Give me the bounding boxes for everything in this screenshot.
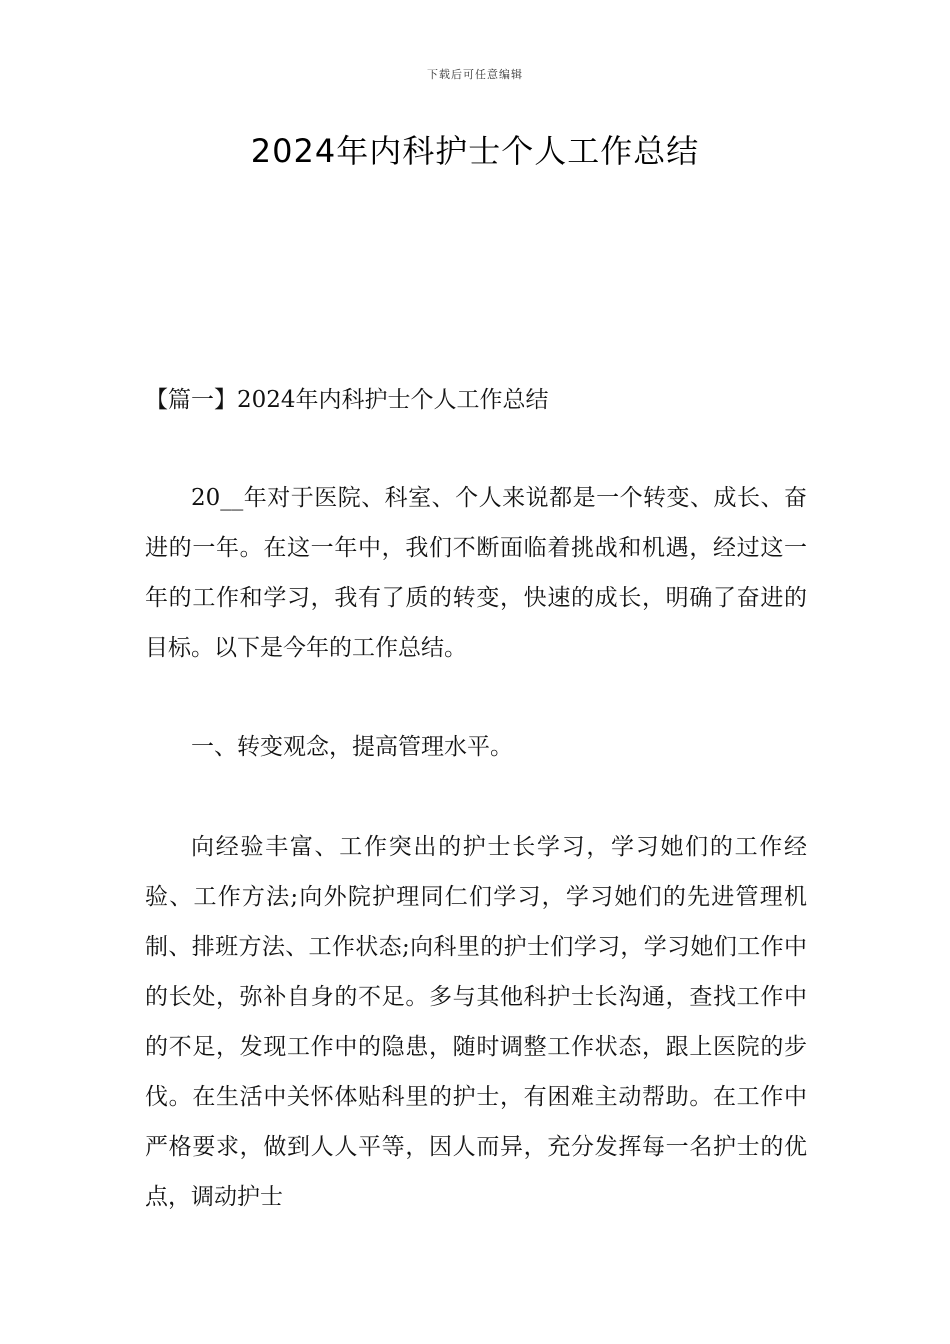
header-note: 下载后可任意编辑 <box>427 68 523 81</box>
document-title: 2024年内科护士个人工作总结 <box>250 132 700 170</box>
paragraph-subheading: 一、转变观念，提高管理水平。 <box>191 734 513 760</box>
paragraph-body: 向经验丰富、工作突出的护士长学习，学习她们的工作经验、工作方法;向外院护理同仁们学习，学习她们的先进管理机制、排班方法、工作状态;向科里的护士们学习，学习她们工作中的长处，弥补自身的不足。多与其他科护士长沟通，查找工作中的不足，发现工作中的隐患，随时调整工作状态，跟上医院的步伐。在生活中关怀体贴科里的护士，有困难主动帮助。在工作中严格要求，做到人人平等，因人而异，充分发挥每一名护士的优点，调动护士 <box>145 834 807 1210</box>
paragraph-intro: 20__年对于医院、科室、个人来说都是一个转变、成长、奋进的一年。在这一年中，我们不断面临着挑战和机遇，经过这一年的工作和学习，我有了质的转变，快速的成长，明确了奋进的目标。以下是今年的工作总结。 <box>145 485 807 661</box>
section-heading: 【篇一】2024年内科护士个人工作总结 <box>145 387 549 413</box>
